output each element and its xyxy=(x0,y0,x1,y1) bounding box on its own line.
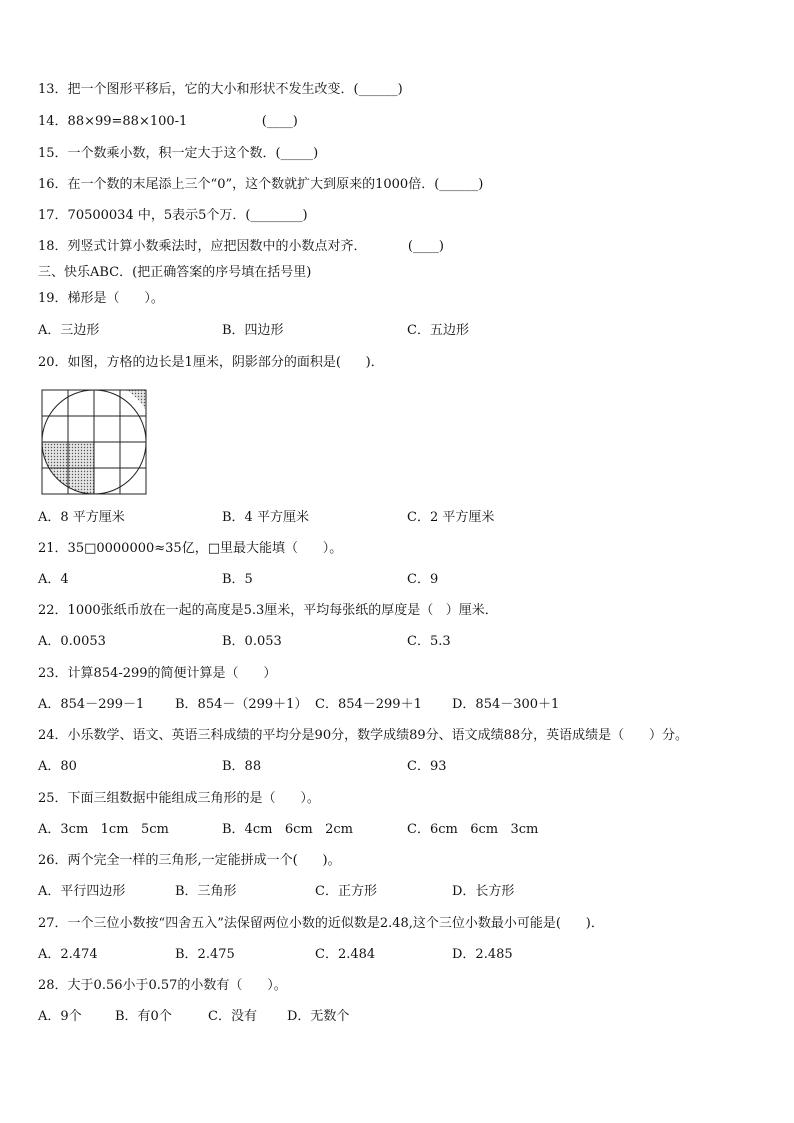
q28-option-a: A．9个 xyxy=(38,1009,82,1024)
line-q26: 26．两个完全一样的三角形,一定能拼成一个( )。 xyxy=(38,853,341,868)
q27-option-a: A．2.474 xyxy=(38,947,98,962)
q24-option-c: C．93 xyxy=(407,759,447,774)
q23-option-b: B．854－（299＋1） xyxy=(175,697,308,712)
line-q17: 17．70500034 中，5表示5个万．(________) xyxy=(38,208,308,223)
line-q28: 28．大于0.56小于0.57的小数有（ ）。 xyxy=(38,978,287,993)
line-q22: 22．1000张纸币放在一起的高度是5.3厘米，平均每张纸的厚度是（ ）厘米． xyxy=(38,603,498,618)
q26-option-d: D．长方形 xyxy=(452,884,515,899)
q20-option-a: A．8 平方厘米 xyxy=(38,510,125,525)
q24-option-a: A．80 xyxy=(38,759,77,774)
q19-option-c: C．五边形 xyxy=(407,323,469,338)
q28-option-b: B．有0个 xyxy=(115,1009,172,1024)
section-heading: 三、快乐ABC．(把正确答案的序号填在括号里) xyxy=(38,265,312,280)
line-q13: 13．把一个图形平移后，它的大小和形状不发生改变．(______) xyxy=(38,82,403,97)
q22-option-a: A．0.0053 xyxy=(38,634,106,649)
q21-option-a: A．4 xyxy=(38,572,69,587)
q22-option-b: B．0.053 xyxy=(222,634,282,649)
q26-option-b: B．三角形 xyxy=(175,884,237,899)
line-q15: 15．一个数乘小数，积一定大于这个数．(_____) xyxy=(38,146,319,161)
q20-option-c: C．2 平方厘米 xyxy=(407,510,495,525)
q28-option-c: C．没有 xyxy=(208,1009,257,1024)
line-q16: 16．在一个数的末尾添上三个“0”，这个数就扩大到原来的1000倍．(______) xyxy=(38,177,484,192)
q21-option-c: C．9 xyxy=(407,572,439,587)
line-q24: 24．小乐数学、语文、英语三科成绩的平均分是90分，数学成绩89分、语文成绩88分，英语成绩是（ ）分。 xyxy=(38,728,688,743)
q20-option-b: B．4 平方厘米 xyxy=(222,510,309,525)
line-q14: 14．88×99=88×100-1 (____) xyxy=(38,114,298,129)
q23-option-c: C．854－299＋1 xyxy=(315,697,422,712)
grid-circle-figure xyxy=(41,389,147,495)
line-q23: 23．计算854-299的简便计算是（ ） xyxy=(38,666,277,681)
line-q18: 18．列竖式计算小数乘法时，应把因数中的小数点对齐． (____) xyxy=(38,239,445,254)
q26-option-c: C．正方形 xyxy=(315,884,377,899)
shaded-region-top-right xyxy=(126,390,147,411)
q27-option-b: B．2.475 xyxy=(175,947,235,962)
line-q20: 20．如图，方格的边长是1厘米，阴影部分的面积是( )． xyxy=(38,355,384,370)
q26-option-a: A．平行四边形 xyxy=(38,884,126,899)
q27-option-d: D．2.485 xyxy=(452,947,513,962)
line-q19: 19．梯形是（ ）。 xyxy=(38,291,164,306)
q25-option-a: A．3cm 1cm 5cm xyxy=(38,822,169,837)
q23-option-d: D．854－300＋1 xyxy=(452,697,560,712)
line-q21: 21．35□0000000≈35亿，□里最大能填（ ）。 xyxy=(38,541,343,556)
q25-option-b: B．4cm 6cm 2cm xyxy=(222,822,353,837)
q24-option-b: B．88 xyxy=(222,759,262,774)
q25-option-c: C．6cm 6cm 3cm xyxy=(407,822,539,837)
q23-option-a: A．854－299－1 xyxy=(38,697,145,712)
q22-option-c: C．5.3 xyxy=(407,634,451,649)
line-q25: 25．下面三组数据中能组成三角形的是（ ）。 xyxy=(38,791,320,806)
q27-option-c: C．2.484 xyxy=(315,947,376,962)
q21-option-b: B．5 xyxy=(222,572,253,587)
q19-option-b: B．四边形 xyxy=(222,323,284,338)
q19-option-a: A．三边形 xyxy=(38,323,100,338)
line-q27: 27．一个三位小数按“四舍五入”法保留两位小数的近似数是2.48,这个三位小数最小可能是( )． xyxy=(38,916,604,931)
q28-option-d: D．无数个 xyxy=(287,1009,350,1024)
